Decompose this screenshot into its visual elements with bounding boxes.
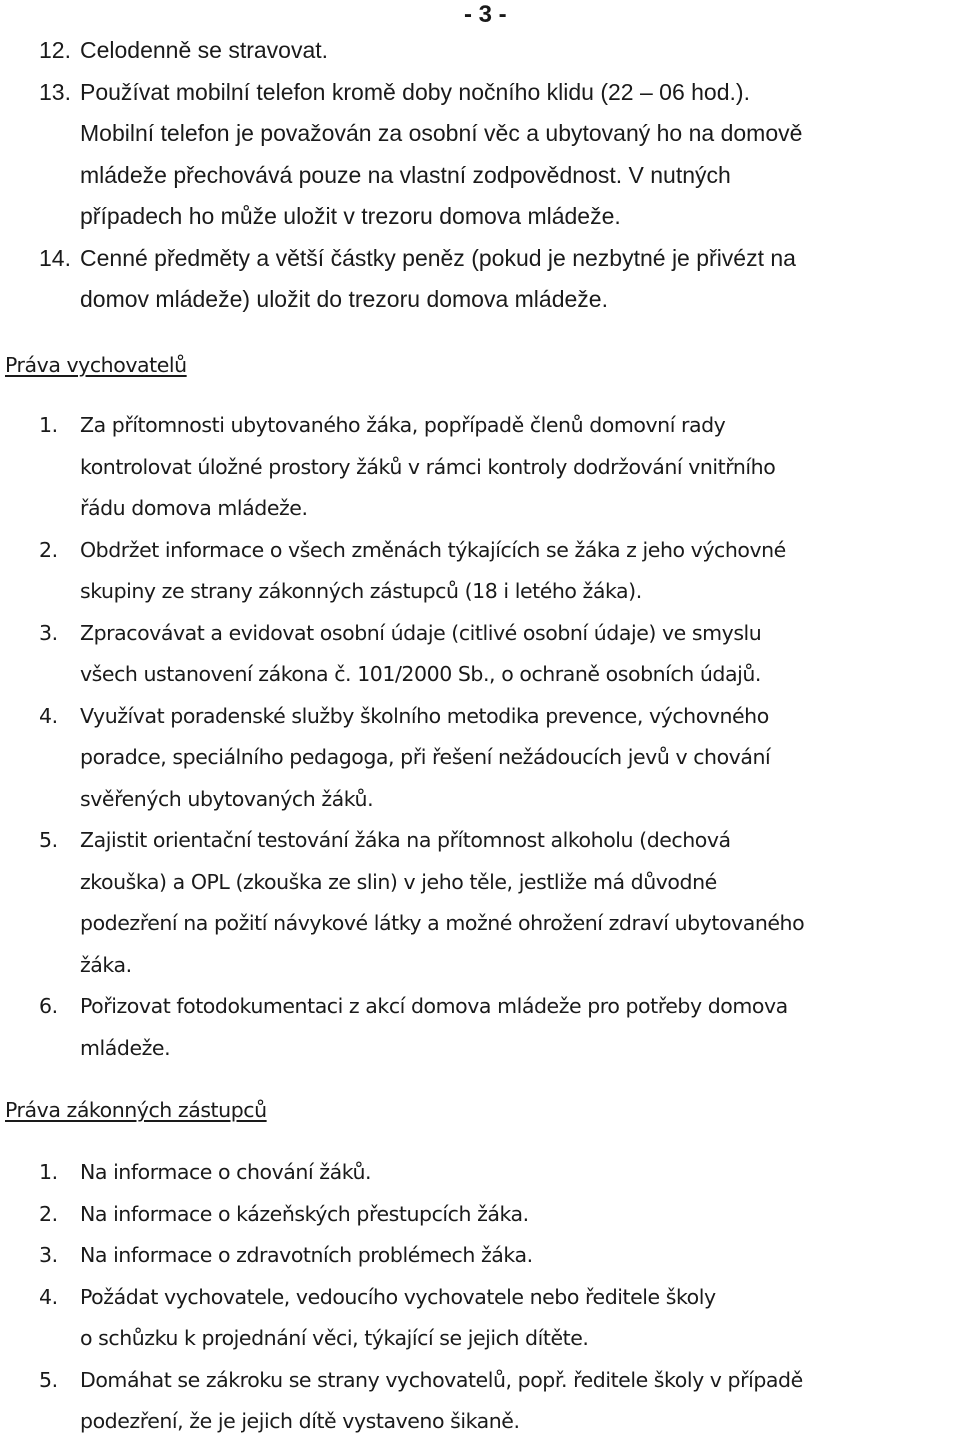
- list-item-14: [0, 238, 960, 321]
- list-item-line: Pořizovat fotodokumentaci z akcí domova mládeže pro potřeby domova: [80, 994, 788, 1018]
- list-item-line: o schůzku k projednání věci, týkající se jejich dítěte.: [80, 1326, 589, 1350]
- list-item-line: zkouška) a OPL (zkouška ze slin) v jeho těle, jestliže má důvodné: [80, 869, 717, 894]
- list-item-number: 13.: [39, 78, 71, 105]
- list-item: [0, 1235, 960, 1277]
- list-item-line: Zpracovávat a evidovat osobní údaje (citlivé osobní údaje) ve smyslu: [80, 620, 762, 645]
- list-item-number: 2.: [39, 537, 58, 562]
- list-item: [0, 530, 960, 613]
- list-item-number: 12.: [39, 37, 71, 63]
- list-item-number: 4.: [39, 1284, 58, 1309]
- list-item-number: 3.: [39, 1243, 58, 1267]
- list-item-line: poradce, speciálního pedagoga, při řešení nežádoucích jevů v chování: [80, 745, 771, 769]
- list-item-line: všech ustanovení zákona č. 101/2000 Sb., o ochraně osobních údajů.: [80, 662, 761, 686]
- list-item: [0, 1277, 960, 1360]
- list-item-line: Využívat poradenské služby školního metodika prevence, výchovného: [80, 703, 769, 728]
- section-title-educators-rights: Práva vychovatelů: [5, 353, 187, 377]
- list-item-line: Na informace o zdravotních problémech žáka.: [80, 1243, 533, 1267]
- list-item-line: Za přítomnosti ubytovaného žáka, popřípadě členů domovní rady: [80, 413, 726, 437]
- continued-rules-list: [0, 30, 960, 321]
- list-item-text: Celodenně se stravovat.: [80, 37, 329, 63]
- list-item: [0, 1194, 960, 1236]
- list-item-line: Požádat vychovatele, vedoucího vychovatele nebo ředitele školy: [80, 1284, 716, 1309]
- list-item-line: mládeže.: [80, 1035, 171, 1060]
- list-item-number: 4.: [39, 703, 58, 728]
- list-item-number: 14.: [39, 244, 71, 271]
- list-item-number: 3.: [39, 620, 58, 645]
- list-item-line: kontrolovat úložné prostory žáků v rámci kontroly dodržování vnitřního: [80, 454, 776, 479]
- list-item-line: Zajistit orientační testování žáka na přítomnost alkoholu (dechová: [80, 828, 731, 852]
- list-item-line: řádu domova mládeže.: [80, 496, 308, 520]
- list-item-line: případech ho může uložit v trezoru domova mládeže.: [80, 203, 621, 229]
- list-item: [0, 820, 960, 986]
- guardians-rights-list: [0, 1152, 960, 1443]
- list-item-number: 1.: [39, 1160, 58, 1184]
- list-item-line: Mobilní telefon je považován za osobní věc a ubytovaný ho na domově: [80, 120, 803, 146]
- list-item-line: domov mládeže) uložit do trezoru domova mládeže.: [80, 286, 608, 312]
- list-item-line: Domáhat se zákroku se strany vychovatelů, popř. ředitele školy v případě: [80, 1367, 803, 1392]
- list-item-line: Používat mobilní telefon kromě doby nočního klidu (22 – 06 hod.).: [80, 78, 750, 105]
- list-item-line: Na informace o kázeňských přestupcích žáka.: [80, 1201, 529, 1226]
- list-item: [0, 1152, 960, 1194]
- list-item: [0, 613, 960, 696]
- educators-rights-list: [0, 405, 960, 1069]
- list-item-number: 6.: [39, 994, 58, 1018]
- list-item-12: [0, 30, 960, 72]
- list-item-line: podezření, že je jejich dítě vystaveno šikaně.: [80, 1409, 520, 1433]
- list-item-13: [0, 72, 960, 238]
- list-item-line: svěřených ubytovaných žáků.: [80, 786, 374, 811]
- list-item-line: Na informace o chování žáků.: [80, 1160, 372, 1184]
- list-item-line: podezření na požití návykové látky a možné ohrožení zdraví ubytovaného: [80, 911, 805, 935]
- list-item-line: žáka.: [80, 952, 132, 977]
- list-item-number: 1.: [39, 413, 58, 437]
- list-item-line: Cenné předměty a větší částky peněz (pokud je nezbytné je přivézt na: [80, 244, 796, 271]
- list-item-line: Obdržet informace o všech změnách týkajících se žáka z jeho výchovné: [80, 537, 786, 562]
- list-item-number: 5.: [39, 1367, 58, 1392]
- page-number: - 3 -: [464, 1, 507, 28]
- list-item: [0, 696, 960, 821]
- list-item: [0, 1360, 960, 1443]
- list-item-number: 5.: [39, 828, 58, 852]
- list-item: [0, 986, 960, 1069]
- list-item-line: mládeže přechovává pouze na vlastní zodpovědnost. V nutných: [80, 161, 731, 188]
- section-title-guardians-rights: Práva zákonných zástupců: [5, 1098, 267, 1122]
- list-item-number: 2.: [39, 1201, 58, 1226]
- list-item: [0, 405, 960, 530]
- list-item-line: skupiny ze strany zákonných zástupců (18 i letého žáka).: [80, 579, 642, 603]
